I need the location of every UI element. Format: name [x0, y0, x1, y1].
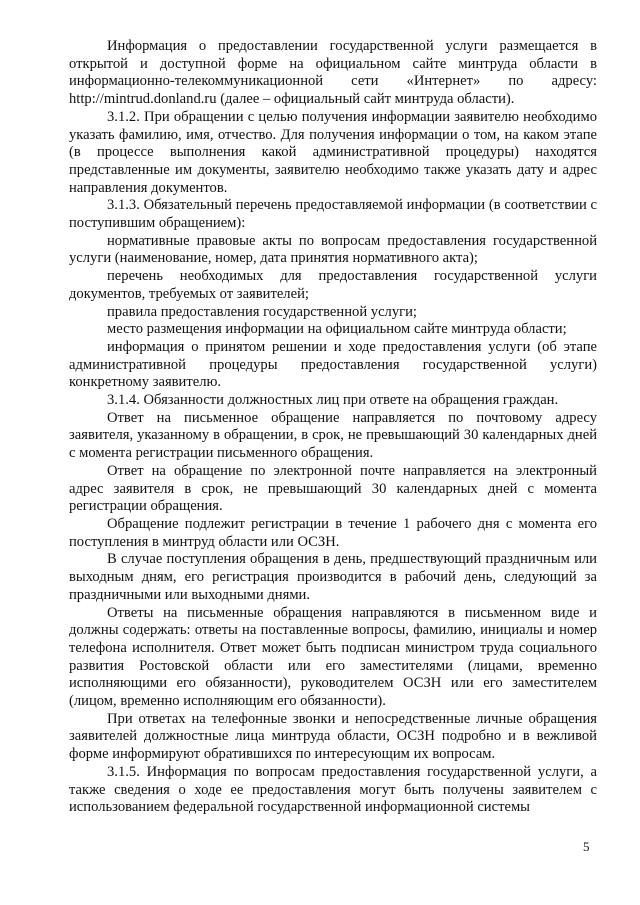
paragraph-3-1-4: 3.1.4. Обязанности должностных лиц при ответе на обращения граждан. — [107, 392, 559, 409]
list-item-info-location: место размещения информации на официальном сайте минтруда области; — [107, 321, 567, 338]
list-item-decision-info: информация о принятом решении и ходе предоставления услуги (об этапе административной процедуры предоставления государственной услуги) конкретному заявителю. — [69, 338, 597, 391]
paragraph-response-content: Ответы на письменные обращения направляются в письменном виде и должны содержать: ответы на поставленные вопросы, фамилию, инициалы и номер телефона исполнителя. Ответ может быть подписан министром труда социального развития Ростовской области или его заместителями (лицами, временно исполняющими его обязанности), руководителем ОСЗН или его заместителем (лицом, временно исполняющим его обязанности). — [69, 604, 597, 710]
paragraph-holiday-registration: В случае поступления обращения в день, предшествующий праздничным или выходным дням, его регистрация производится в рабочий день, следующий за праздничными или выходными днями. — [69, 551, 597, 603]
list-item-rules: правила предоставления государственной услуги; — [107, 303, 417, 320]
document-body — [69, 38, 597, 817]
paragraph-3-1-5: 3.1.5. Информация по вопросам предоставления государственной услуги, а также сведения о ходе ее предоставления могут быть получены заявителем с использованием федеральной государственной информационной системы — [69, 763, 597, 816]
paragraph-info-publication: Информация о предоставлении государственной услуги размещается в открытой и доступной форме на официальном сайте минтруда области в информационно-телекоммуникационной сети «Интернет» по адресу: http://mintrud.donland.ru (далее – официальный сайт минтруда области). — [69, 38, 597, 108]
list-item-normative-acts: нормативные правовые акты по вопросам предоставления государственной услуги (наименование, номер, дата принятия нормативного акта); — [69, 232, 597, 267]
paragraph-3-1-3: 3.1.3. Обязательный перечень предоставляемой информации (в соответствии с поступившим обращением): — [69, 197, 597, 232]
page-number: 5 — [583, 839, 590, 854]
paragraph-3-1-2: 3.1.2. При обращении с целью получения информации заявителю необходимо указать фамилию, имя, отчество. Для получения информации о том, на каком этапе (в процессе выполнения какой административной процедуры) находятся представленные им документы, заявителю необходимо также указать дату и адрес направления документов. — [69, 108, 597, 196]
paragraph-registration: Обращение подлежит регистрации в течение 1 рабочего дня с момента его поступления в минтруд области или ОСЗН. — [69, 515, 597, 550]
paragraph-phone-calls: При ответах на телефонные звонки и непосредственные личные обращения заявителей должностные лица минтруда области, ОСЗН подробно и в вежливой форме информируют обратившихся по интересующим их вопросам. — [69, 710, 597, 763]
paragraph-email-response: Ответ на обращение по электронной почте направляется на электронный адрес заявителя в срок, не превышающий 30 календарных дней с момента регистрации обращения. — [69, 462, 597, 515]
list-item-documents: перечень необходимых для предоставления государственной услуги документов, требуемых от заявителей; — [69, 268, 597, 302]
paragraph-written-response: Ответ на письменное обращение направляется по почтовому адресу заявителя, указанному в обращении, в срок, не превышающий 30 календарных дней с момента регистрации письменного обращения. — [69, 409, 597, 462]
